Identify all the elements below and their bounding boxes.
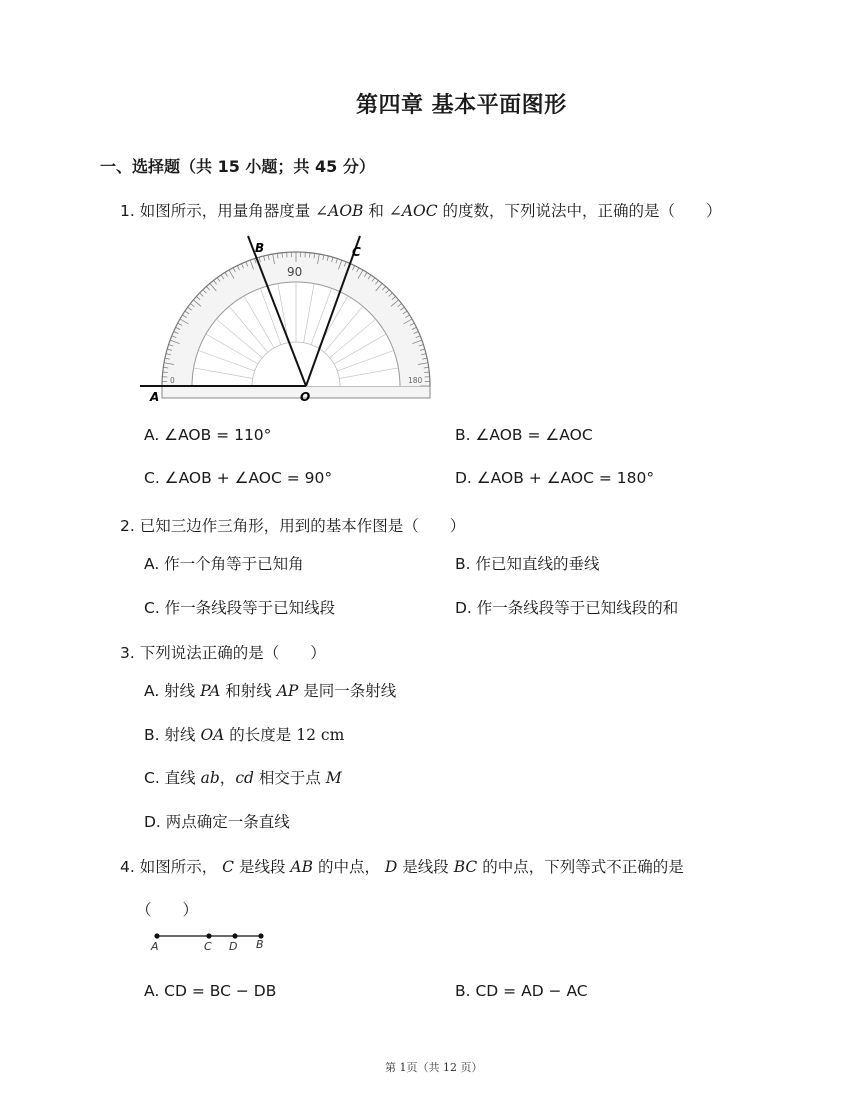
q3-option-c: C. 直线 ab，cd 相交于点 M [144, 769, 342, 787]
page-footer: 第 1页（共 12 页） [385, 1061, 483, 1074]
q3-option-a: A. 射线 PA 和射线 AP 是同一条射线 [144, 682, 397, 700]
question-4-stem-continued: （ ） [136, 901, 199, 919]
q2-option-b: B. 作已知直线的垂线 [455, 555, 600, 573]
protractor-tick [310, 253, 311, 258]
question-2-stem: 2. 已知三边作三角形，用到的基本作图是（ ） [120, 517, 466, 535]
point-o-label: O [300, 390, 311, 404]
segment-figure [145, 928, 275, 956]
protractor-90-label: 90 [287, 265, 303, 279]
svg-text:180: 180 [408, 376, 423, 385]
protractor-tick [163, 372, 168, 373]
point-c-label: C [352, 245, 361, 259]
q2-option-a: A. 作一个角等于已知角 [144, 555, 304, 573]
segment-label-c: C [204, 940, 212, 953]
segment-label-a: A [151, 940, 159, 953]
question-3-stem: 3. 下列说法正确的是（ ） [120, 644, 326, 662]
question-1-stem: 1. 如图所示，用量角器度量 ∠AOB 和 ∠AOC 的度数，下列说法中，正确的是（ ） [120, 202, 722, 220]
segment-label-d: D [229, 940, 238, 953]
protractor-tick [424, 372, 429, 373]
segment-label-b: B [256, 938, 264, 951]
q1-option-b: B. ∠AOB = ∠AOC [455, 426, 593, 444]
q1-option-c: C. ∠AOB + ∠AOC = 90° [144, 469, 333, 487]
q3-option-d: D. 两点确定一条直线 [144, 813, 290, 831]
q4-option-a: A. CD = BC − DB [144, 982, 277, 1000]
page-title: 第四章 基本平面图形 [356, 93, 567, 118]
point-b-label: B [255, 241, 265, 255]
q1-option-a: A. ∠AOB = 110° [144, 426, 272, 444]
q1-option-d: D. ∠AOB + ∠AOC = 180° [455, 469, 655, 487]
question-4-stem: 4. 如图所示， C 是线段 AB 的中点， D 是线段 BC 的中点，下列等式不正确的是 [120, 858, 684, 876]
q3-option-b: B. 射线 OA 的长度是 12 cm [144, 726, 345, 744]
q2-option-d: D. 作一条线段等于已知线段的和 [455, 599, 679, 617]
protractor-figure [130, 228, 450, 406]
point-a-label: A [150, 390, 160, 404]
protractor-tick [282, 253, 283, 258]
svg-text:0: 0 [170, 376, 175, 385]
q4-option-b: B. CD = AD − AC [455, 982, 588, 1000]
q2-option-c: C. 作一条线段等于已知线段 [144, 599, 336, 617]
section-heading: 一、选择题（共 15 小题；共 45 分） [100, 157, 375, 176]
